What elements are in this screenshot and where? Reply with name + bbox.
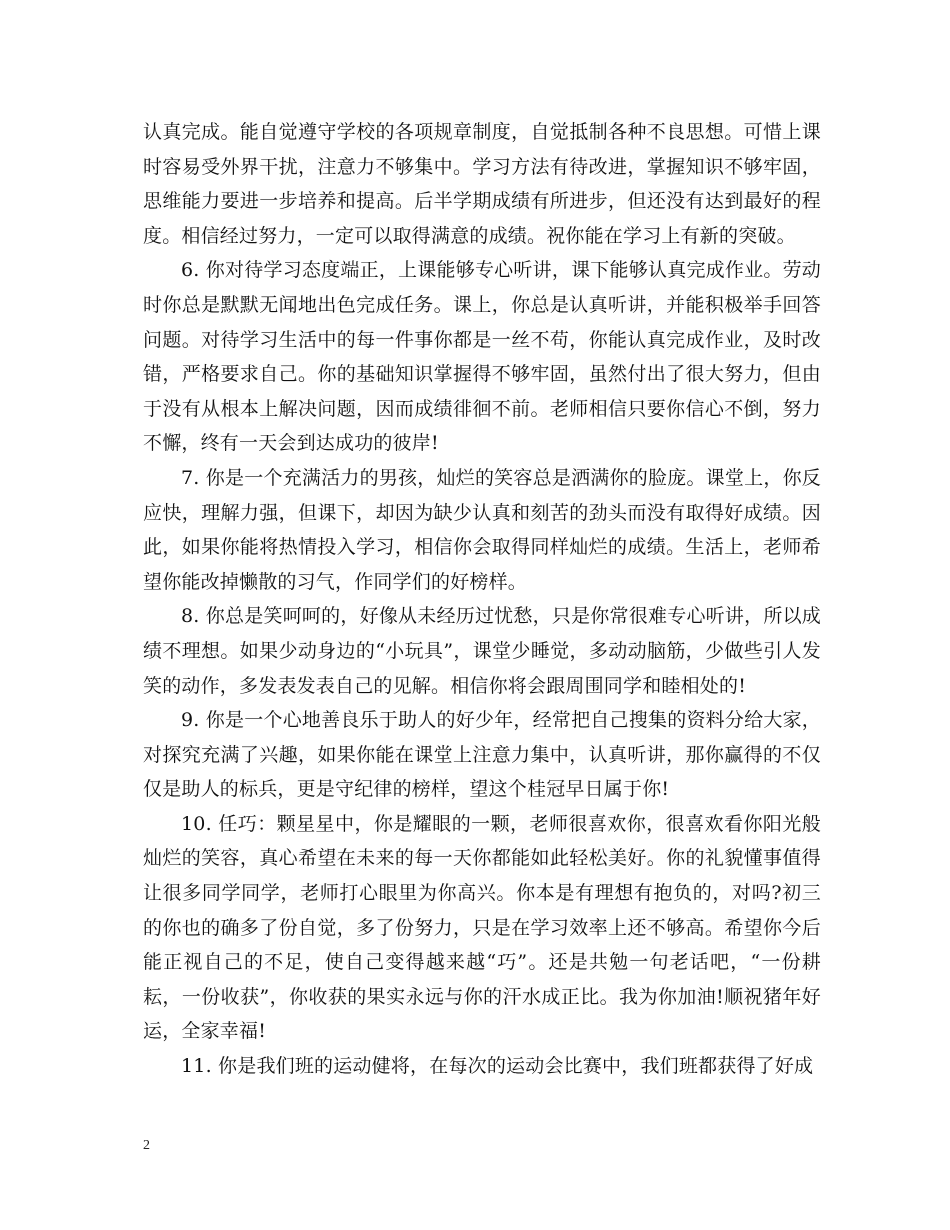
paragraph-item-11: 11. 你是我们班的运动健将，在每次的运动会比赛中，我们班都获得了好成 [181, 1055, 814, 1078]
paragraph-item-8: 8. 你总是笑呵呵的，好像从未经历过忧愁，只是你常很难专心听讲，所以成绩不理想。如果少动身边的“小玩具”，课堂少睡觉，多动动脑筋，少做些引人发笑的动作，多发表发表自己的见解。相信你将会跟周围同学和睦相处的! [143, 605, 821, 697]
paragraph-item-10: 10. 任巧：颗星星中，你是耀眼的一颗，老师很喜欢你，很喜欢看你阳光般灿烂的笑容，真心希望在未来的每一天你都能如此轻松美好。你的礼貌懂事值得让很多同学同学，老师打心眼里为你高兴。你本是有理想有抱负的，对吗?初三的你也的确多了份自觉，多了份努力，只是在学习效率上还不够高。希望你今后能正视自己的不足，使自己变得越来越“巧”。还是共勉一句老话吧，“一份耕耘，一份收获”，你收获的果实永远与你的汗水成正比。我为你加油!顺祝猪年好运，全家幸福! [143, 812, 821, 1043]
body-text [143, 115, 821, 1084]
paragraph-continuation: 认真完成。能自觉遵守学校的各项规章制度，自觉抵制各种不良思想。可惜上课时容易受外界干扰，注意力不够集中。学习方法有待改进，掌握知识不够牢固，思维能力要进一步培养和提高。后半学期成绩有所进步，但还没有达到最好的程度。相信经过努力，一定可以取得满意的成绩。祝你能在学习上有新的突破。 [143, 121, 821, 247]
paragraph-item-9: 9. 你是一个心地善良乐于助人的好少年，经常把自己搜集的资料分给大家，对探究充满了兴趣，如果你能在课堂上注意力集中，认真听讲，那你赢得的不仅仅是助人的标兵，更是守纪律的榜样，望这个桂冠早日属于你! [143, 709, 821, 801]
paragraph-item-6: 6. 你对待学习态度端正，上课能够专心听讲，课下能够认真完成作业。劳动时你总是默默无闻地出色完成任务。课上，你总是认真听讲，并能积极举手回答问题。对待学习生活中的每一件事你都是一丝不苟，你能认真完成作业，及时改错，严格要求自己。你的基础知识掌握得不够牢固，虽然付出了很大努力，但由于没有从根本上解决问题，因而成绩徘徊不前。老师相信只要你信心不倒，努力不懈，终有一天会到达成功的彼岸! [143, 259, 821, 455]
page-number: 2 [143, 1138, 150, 1153]
paragraph-item-7: 7. 你是一个充满活力的男孩，灿烂的笑容总是洒满你的脸庞。课堂上，你反应快，理解力强，但课下，却因为缺少认真和刻苦的劲头而没有取得好成绩。因此，如果你能将热情投入学习，相信你会取得同样灿烂的成绩。生活上，老师希望你能改掉懒散的习气，作同学们的好榜样。 [143, 466, 821, 593]
